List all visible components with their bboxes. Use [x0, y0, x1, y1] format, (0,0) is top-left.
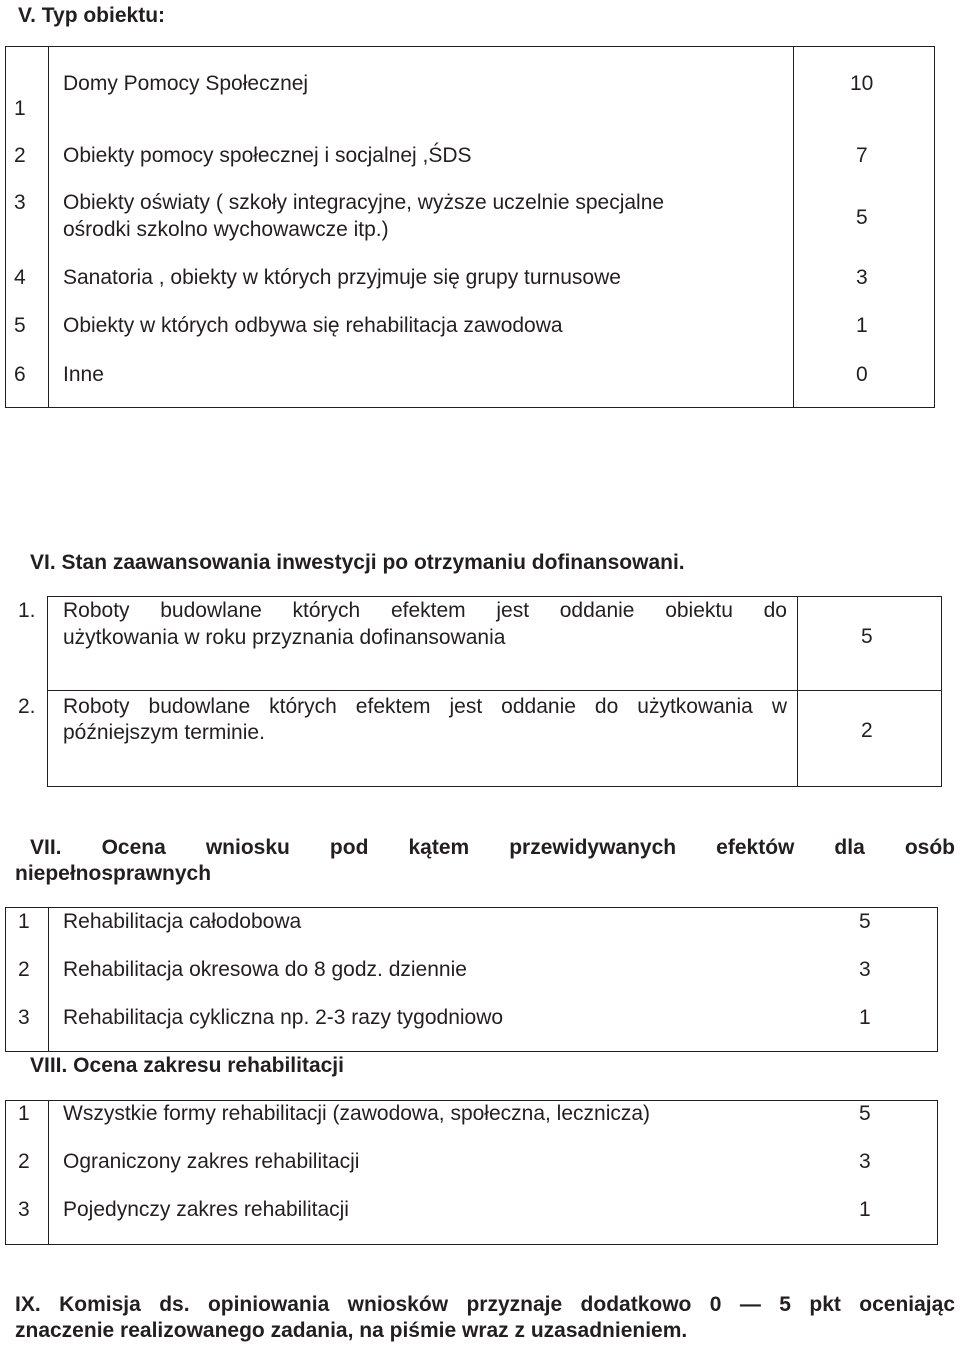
row-score: 10 — [850, 72, 874, 95]
row-score: 5 — [856, 206, 868, 229]
row-number: 2 — [18, 1150, 30, 1173]
row-number: 3 — [14, 191, 26, 214]
table-column-divider — [793, 46, 794, 408]
table-row-divider — [47, 690, 942, 691]
table-column-divider — [48, 907, 49, 1052]
row-score: 5 — [861, 625, 873, 648]
row-label: Pojedynczy zakres rehabilitacji — [63, 1198, 349, 1221]
row-label: Rehabilitacja okresowa do 8 godz. dziennie — [63, 958, 467, 981]
row-label: Obiekty oświaty ( szkoły integracyjne, wyższe uczelnie specjalne — [63, 191, 665, 214]
row-label: Sanatoria , obiekty w których przyjmuje się grupy turnusowe — [63, 266, 621, 289]
row-number: 1 — [18, 1102, 30, 1125]
row-number: 6 — [14, 363, 26, 386]
row-score: 5 — [859, 910, 871, 933]
row-number: 3 — [18, 1006, 30, 1029]
row-number: 1. — [18, 599, 36, 622]
row-score: 2 — [861, 719, 873, 742]
table-column-divider — [941, 596, 942, 786]
table-column-divider — [48, 46, 49, 408]
row-label: Ograniczony zakres rehabilitacji — [63, 1150, 360, 1173]
section-9-text: IX. Komisja ds. opiniowania wniosków przyznaje dodatkowo 0 — 5 pkt oceniając — [15, 1293, 955, 1316]
section-9-text-continued: znaczenie realizowanego zadania, na piśmie wraz z uzasadnieniem. — [15, 1319, 688, 1342]
row-label: Rehabilitacja całodobowa — [63, 910, 302, 933]
row-score: 5 — [859, 1102, 871, 1125]
table-column-divider — [797, 596, 798, 786]
row-score: 0 — [856, 363, 868, 386]
row-score: 1 — [859, 1006, 871, 1029]
row-label: Wszystkie formy rehabilitacji (zawodowa, społeczna, lecznicza) — [63, 1102, 651, 1125]
row-score: 1 — [856, 314, 868, 337]
row-score: 1 — [859, 1198, 871, 1221]
row-number: 3 — [18, 1198, 30, 1221]
row-label: Inne — [63, 363, 104, 386]
table-row-divider — [47, 786, 942, 787]
row-label-continued: późniejszym terminie. — [63, 721, 265, 744]
row-label-continued: ośrodki szkolno wychowawcze itp.) — [63, 218, 389, 241]
row-label: Rehabilitacja cykliczna np. 2-3 razy tygodniowo — [63, 1006, 504, 1029]
table-row-divider — [47, 596, 942, 597]
row-number: 4 — [14, 266, 26, 289]
row-number: 2. — [18, 695, 36, 718]
row-number: 2 — [18, 958, 30, 981]
row-number: 1 — [18, 910, 30, 933]
row-score: 3 — [859, 1150, 871, 1173]
row-score: 3 — [859, 958, 871, 981]
row-label: Obiekty pomocy społecznej i socjalnej ,ŚDS — [63, 144, 472, 167]
section-7-heading-continued: niepełnosprawnych — [15, 862, 212, 885]
row-score: 3 — [856, 266, 868, 289]
row-label: Roboty budowlane których efektem jest oddanie obiektu do — [63, 599, 787, 622]
row-number: 1 — [14, 97, 26, 120]
section-5-heading: V. Typ obiektu: — [18, 4, 166, 27]
row-score: 7 — [856, 144, 868, 167]
table-column-divider — [48, 1100, 49, 1245]
row-label: Domy Pomocy Społecznej — [63, 72, 309, 95]
row-number: 2 — [14, 144, 26, 167]
section-6-heading: VI. Stan zaawansowania inwestycji po otrzymaniu dofinansowani. — [30, 551, 685, 574]
row-number: 5 — [14, 314, 26, 337]
section-8-heading: VIII. Ocena zakresu rehabilitacji — [30, 1054, 344, 1077]
row-label-continued: użytkowania w roku przyznania dofinansowania — [63, 626, 506, 649]
section-7-heading: VII. Ocena wniosku pod kątem przewidywanych efektów dla osób — [30, 836, 955, 859]
row-label: Roboty budowlane których efektem jest oddanie do użytkowania w — [63, 695, 787, 718]
row-label: Obiekty w których odbywa się rehabilitacja zawodowa — [63, 314, 563, 337]
table-column-divider — [47, 596, 48, 786]
